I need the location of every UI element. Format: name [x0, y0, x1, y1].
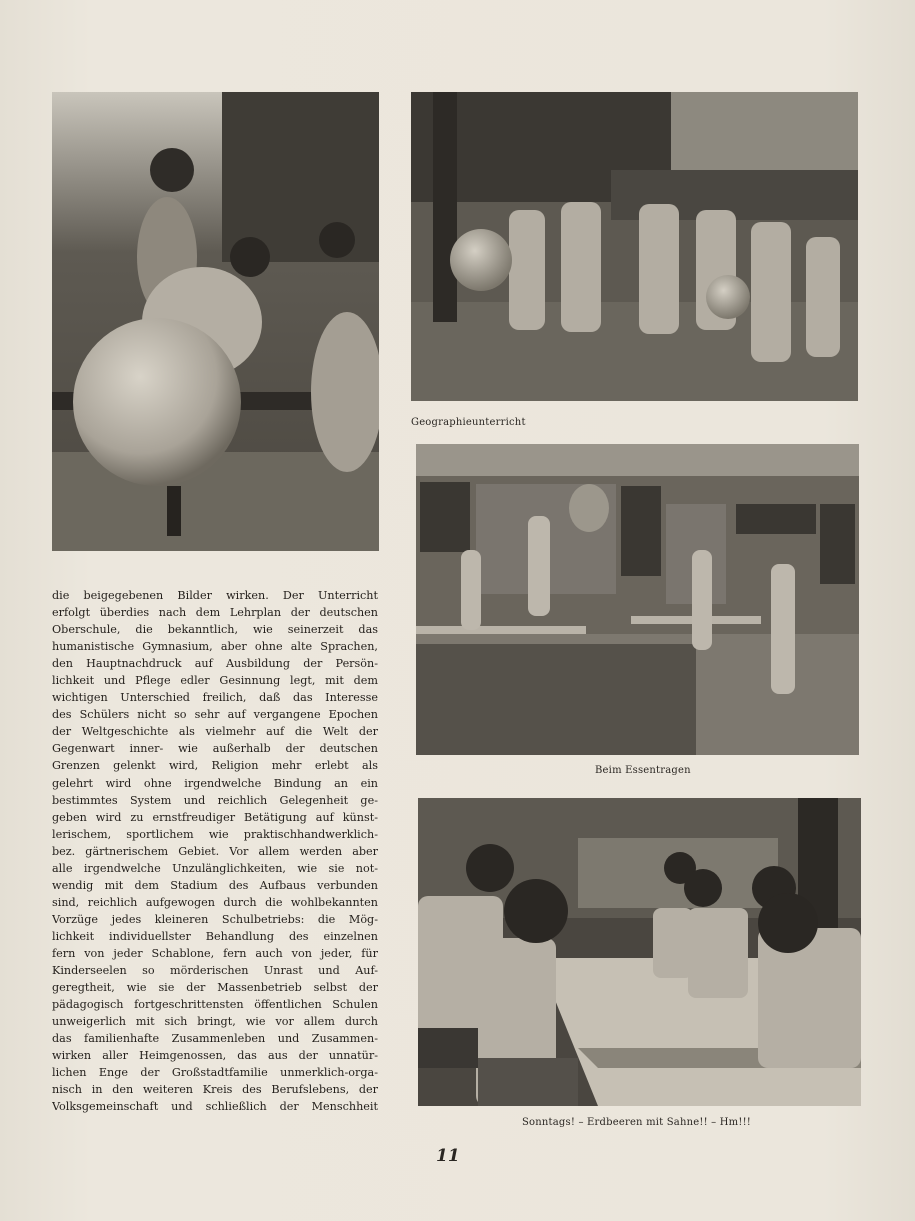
body-line: humanistische Gymnasium, aber ohne alte Sprachen,	[52, 640, 378, 654]
body-line: die beigegebenen Bilder wirken. Der Unterricht	[52, 589, 378, 602]
photo-sunday-table	[418, 798, 861, 1106]
body-line: unweigerlich mit sich bringt, wie vor allem durch	[52, 1015, 378, 1029]
body-line: wichtigen Unterschied freilich, daß das Interesse	[52, 691, 378, 705]
body-line: nisch in den weiteren Kreis des Berufslebens, der	[52, 1083, 378, 1097]
caption-carrying-food: Beim Essentragen	[595, 765, 691, 776]
body-line: Gegenwart inner- wie außerhalb der deutschen	[52, 742, 378, 756]
body-line: erfolgt überdies nach dem Lehrplan der deutschen	[52, 606, 378, 620]
body-line: des Schülers nicht so sehr auf vergangene Epochen	[52, 708, 378, 722]
photo-geography-class-image	[411, 92, 858, 401]
photo-carrying-food	[416, 444, 859, 755]
body-line: alle irgendwelche Unzulänglichkeiten, wie sie not-	[52, 861, 378, 875]
article-body-text	[52, 587, 378, 1115]
photo-sunday-table-image	[418, 798, 861, 1106]
body-line: Volksgemeinschaft und schließlich der Menschheit	[52, 1100, 378, 1114]
caption-sunday-table: Sonntags! – Erdbeeren mit Sahne!! – Hm!!!	[522, 1117, 752, 1128]
body-line: den Hauptnachdruck auf Ausbildung der Persön-	[52, 657, 378, 671]
body-line: lichen Enge der Großstadtfamilie unmerklich-orga-	[52, 1066, 378, 1080]
photo-globe-closeup-image	[52, 92, 379, 551]
body-line: bestimmtes System und reichlich Gelegenheit ge-	[52, 793, 378, 807]
body-line: gelehrt wird ohne irgendwelche Bindung an ein	[52, 776, 378, 790]
body-line: wirken aller Heimgenossen, das aus der unnatür-	[52, 1049, 378, 1063]
body-line: fern von jeder Schablone, fern auch von jeder, für	[52, 946, 378, 960]
body-line: pädagogisch fortgeschrittensten öffentlichen Schulen	[52, 998, 378, 1012]
photo-geography-class	[411, 92, 858, 401]
body-line: geregtheit, wie sie der Massenbetrieb selbst der	[52, 981, 378, 995]
body-line: der Weltgeschichte als vielmehr auf die Welt der	[52, 725, 378, 739]
body-line: lichkeit individuellster Behandlung des einzelnen	[52, 929, 378, 943]
body-line: lerischem, sportlichem wie praktischhandwerklich-	[52, 827, 378, 841]
photo-carrying-food-image	[416, 444, 859, 755]
body-line: Kinderseelen so mörderischen Unrast und Auf-	[52, 964, 378, 978]
body-line: bez. gärtnerischem Gebiet. Vor allem werden aber	[52, 844, 378, 858]
body-line: Oberschule, die bekanntlich, wie seinerzeit das	[52, 623, 378, 637]
body-line: geben wird zu ernstfreudiger Betätigung auf künst-	[52, 810, 378, 824]
body-line: Vorzüge jedes kleineren Schulbetriebs: die Mög-	[52, 912, 378, 926]
photo-globe-closeup	[52, 92, 379, 551]
body-line: sind, reichlich aufgewogen durch die wohlbekannten	[52, 895, 378, 909]
body-line: wendig mit dem Stadium des Aufbaus verbunden	[52, 878, 378, 892]
body-line: lichkeit und Pflege edler Gesinnung legt, mit dem	[52, 674, 378, 688]
page-number: 11	[436, 1146, 460, 1166]
caption-geography-class: Geographieunterricht	[411, 417, 526, 428]
body-line: Grenzen gelenkt wird, Religion mehr erlebt als	[52, 759, 378, 773]
body-line: das familienhafte Zusammenleben und Zusammen-	[52, 1032, 378, 1046]
